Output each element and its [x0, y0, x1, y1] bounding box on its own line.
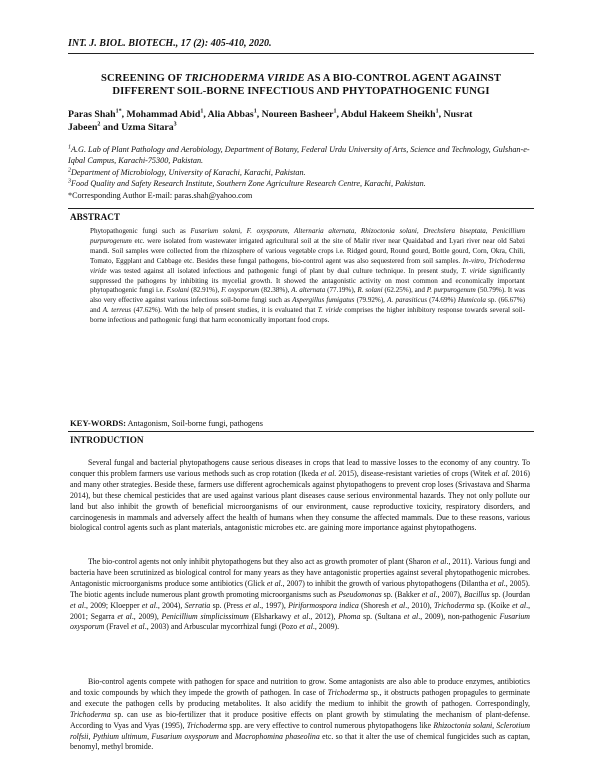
citation-etal: et al	[293, 611, 309, 621]
species-name: Pseudomonas	[338, 589, 382, 599]
author: Jabeen	[68, 122, 98, 133]
text-run: ,	[88, 731, 93, 741]
text-run: (74.69%)	[426, 296, 458, 305]
species-name: Trichoderma	[433, 600, 475, 610]
species-name: F. oxysporum	[221, 286, 260, 295]
text-run: comprises the higher inhibitory response towards several soil-borne infectious and pathogenic fungi that harm economically important food crops.	[90, 306, 525, 325]
citation-etal: et al	[70, 600, 85, 610]
text-run: sp., it obstructs pathogen propagules to germinate and execute the pathogen cells by producing metabolites. It also acidify the medium to inhibit the growth of pathogen. Correspondingly,	[70, 687, 530, 708]
text-run: sp. (Sultana	[360, 611, 404, 621]
species-name: Serratia	[184, 600, 211, 610]
affiliation-mark: 2	[68, 167, 71, 174]
text-run: was tested against all isolated infectious and pathogenic fungi of plant by dual culture technique. In present study,	[106, 266, 462, 275]
text-run: sp. can use as bio-fertilizer that it produce positive effects on plant growth by stimulating the mechanism of plant-defense. According to Vyas and Vyas (1995),	[70, 709, 530, 730]
text-run: The bio-control agents not only inhibit phytopathogens but they also act as growth promoter of plant (Sharon	[88, 557, 433, 566]
species-name: Pythium ultimum	[92, 731, 148, 741]
title-part: SCREENING OF	[100, 73, 185, 84]
affiliation-2	[68, 168, 534, 179]
affiliation-mark: 3	[68, 178, 71, 185]
species-name: R. solani	[357, 286, 383, 295]
species-name: F.solani	[166, 286, 189, 295]
text-run: Bio-control agents compete with pathogen for space and nutrition to grow. Some antagonists are also able to produce enzymes, antibiotics and toxic compounds by which they impede the growth of pathogen. In case of	[70, 677, 530, 697]
species-name: Trichoderma	[327, 687, 369, 697]
species-name: A. terreus	[102, 306, 132, 315]
species-name: Piriformospora indica	[288, 600, 359, 610]
text-run: ., 1997),	[259, 600, 289, 610]
species-name: Trichoderma	[70, 709, 111, 719]
author: and Uzma Sitara	[100, 122, 174, 133]
introduction-heading: INTRODUCTION	[70, 435, 144, 445]
affiliation-text: Department of Microbiology, University of Karachi, Karachi, Pakistan.	[71, 168, 306, 177]
author-mark: 1	[200, 108, 204, 115]
citation-etal: et al	[490, 578, 504, 588]
text-run: spp. are very effective to control numerous phytopathogens like	[227, 720, 434, 730]
species-name: Fusarium solani, F. oxysporum, Alternaria alternata, Rhizoctonia solani, Drechslera biseptata, Penicillium purpurogenum	[90, 227, 525, 245]
abstract-heading: ABSTRACT	[70, 212, 121, 222]
text-run: and	[218, 731, 235, 741]
citation-etal: et al.	[320, 468, 337, 478]
text-run: etc. were isolated from wastewater irrigated agricultural soil at the site of Malir river near Quaidabad and Lyari river near old Sabzi mandi. Soil samples were collected from the rhizosphere of various vegetable crops i.e. Ridged gourd, Round gourd, Bottle gourd, Corn, Okra, Chili, Tomato, Eggplant and Cabbage etc. Besides these fungal pathogens, bio-control agent was also sequestered from soil samples.	[90, 236, 525, 265]
title-species: TRICHODERMA VIRIDE	[184, 73, 305, 84]
citation-etal: et al	[245, 600, 260, 610]
text-run: (77.19%),	[325, 286, 358, 295]
species-name: Humicola	[457, 296, 486, 305]
species-name: Phoma	[338, 611, 361, 621]
citation-etal: et al	[421, 589, 436, 599]
text-run: ,	[484, 256, 489, 265]
text-run: sp. (Jourdan	[489, 589, 530, 599]
text-run: Phytopathogenic fungi such as	[90, 227, 191, 235]
term: In-vitro	[462, 256, 485, 265]
species-name: T. viride	[461, 266, 487, 275]
keywords-label: KEY-WORDS:	[70, 418, 127, 428]
species-name: Aspergillus fumigatus	[292, 296, 355, 305]
author-mark: 3	[173, 121, 177, 128]
citation-etal: et al.	[493, 468, 510, 478]
author: , Alia Abbas	[203, 109, 254, 120]
intro-paragraph-2	[70, 557, 530, 633]
text-run: (82.91%),	[189, 286, 222, 295]
text-run: ., 2009),	[131, 611, 162, 621]
text-run: (79.92%),	[354, 296, 388, 305]
citation-etal: et al	[391, 600, 406, 610]
species-name: Macrophomina phaseolina	[234, 731, 320, 741]
text-run: 2016) and many other strategies. Beside these, farmers use different agrochemicals against phytopathogens to prevent crop loses (Srivastava and Sharma 2014), but these chemical pesticides that are used against various plant diseases cause serious environmental hazards. They not only pollute our land but also inhibit the growth of beneficial microorganisms of our environment, cause reproductive toxicity, respiratory disorders, and carcinogenesis in mammals and adversely affect the health of humans when they consume the affected mammals. Due to these reasons, various biological control agents such as plant materials, antagonistic microbes etc. are gaining more importance against phytopathogens.	[70, 468, 530, 533]
journal-header: INT. J. BIOL. BIOTECH., 17 (2): 405-410, 2020.	[68, 38, 272, 49]
author-mark: 1	[253, 108, 257, 115]
species-name: Trichoderma viride	[90, 256, 525, 275]
intro-paragraph-3	[70, 677, 530, 753]
text-run: sp. (Press	[210, 600, 246, 610]
text-run: significantly suppressed the pathogens by inhibiting its mycelial growth. It showed the antagonistic activity on most common and economically important phytopathogenic fungi i.e.	[90, 266, 525, 295]
text-run: ., 2007),	[435, 589, 464, 599]
text-run: (62.25%), and	[382, 286, 427, 295]
text-run: (47.62%). With the help of present studies, it is evaluated that	[131, 306, 318, 315]
text-run: ., 2012),	[308, 611, 339, 621]
abstract-top-rule	[68, 208, 534, 209]
author: Paras Shah	[68, 109, 116, 120]
species-name: Fusarium oxysporum	[151, 731, 219, 741]
text-run: ., 2009), non-pathogenic	[418, 611, 500, 621]
author: , Noureen Basheer	[256, 109, 334, 120]
title-part: AS A BIO-CONTROL AGENT AGAINST	[304, 73, 502, 84]
citation-etal: et al	[403, 611, 419, 621]
affiliation-1	[68, 145, 534, 167]
corresponding-author: *Corresponding Author E-mail: paras.shah@yahoo.com	[68, 191, 253, 200]
author: , Mohammad Abid	[121, 109, 201, 120]
citation-etal: et al	[117, 611, 132, 621]
text-run: etc. so that it alter the use of chemical fungicides such as captan, benomyl, methyl bromide.	[70, 731, 530, 752]
text-run: sp. (66.67%) and	[90, 296, 525, 315]
abstract-text	[90, 227, 525, 326]
affiliation-mark: 1	[68, 144, 71, 151]
species-name: Rhizoctonia solani, Sclerotium rolfsii	[70, 720, 530, 741]
text-run: ., 2009; Kloepper	[84, 600, 142, 610]
species-name: A. alternata	[291, 286, 326, 295]
text-run: (82.38%),	[259, 286, 292, 295]
author-mark: 1	[435, 108, 439, 115]
title-line-2: DIFFERENT SOIL-BORNE INFECTIOUS AND PHYTOPATHOGENIC FUNGI	[112, 86, 490, 97]
text-run: ., 2009).	[312, 622, 340, 632]
citation-etal: et al	[266, 578, 281, 588]
affiliation-text: A.G. Lab of Plant Pathology and Aerobiology, Department of Botany, Federal Urdu University of Arts, Science and Technology, Gulshan-e-Iqbal Campus, Karachi-75300, Pakistan.	[68, 145, 530, 165]
species-name: Fusarium oxysporum	[70, 611, 530, 632]
text-run: (Fravel	[104, 622, 131, 632]
text-run: (Elsharkawy	[248, 611, 294, 621]
text-run: ., 2001; Segarra	[70, 600, 531, 621]
text-run: ., 2004),	[155, 600, 185, 610]
author-list	[68, 108, 534, 134]
text-run: ., 2003) and Arbuscular mycorrhizal fungi (Pozo	[144, 622, 300, 632]
text-run: 2015), disease-resistant varieties of crops (Witek	[336, 468, 494, 478]
text-run: ., 2010),	[405, 600, 434, 610]
intro-paragraph-1	[70, 458, 530, 534]
header-rule	[68, 53, 534, 54]
author-mark: 2	[97, 121, 101, 128]
affiliation-3	[68, 179, 534, 190]
text-run: Several fungal and bacterial phytopathogens cause serious diseases in crops that lead to massive losses to the economy of any country. To conquer this problem farmers use various methods such as crop rotation (Ikeda	[70, 458, 530, 478]
citation-etal: et al	[131, 622, 145, 632]
citation-etal: et al	[512, 600, 527, 610]
author-mark: 1	[333, 108, 337, 115]
text-run: (50.79%). It was also very effective against various infectious soil-borne fungi such as	[90, 286, 526, 305]
affiliation-text: Food Quality and Safety Research Institute, Southern Zone Agriculture Research Centre, Karachi, Pakistan.	[71, 179, 426, 188]
keywords	[70, 418, 263, 428]
citation-etal: et al	[299, 622, 313, 632]
text-run: sp. (Bakker	[381, 589, 422, 599]
citation-etal: et al	[432, 557, 447, 566]
species-name: A. parasiticus	[387, 296, 427, 305]
author: , Nusrat	[438, 109, 473, 120]
text-run: ., 2005). The biotic agents include numerous plant growth promoting microorganisms such as	[70, 578, 530, 599]
author: , Abdul Hakeem Sheikh	[336, 109, 436, 120]
species-name: Bacillus	[463, 589, 490, 599]
paper-title	[68, 72, 534, 98]
species-name: Penicillium simplicissimum	[161, 611, 249, 621]
text-run: ,	[147, 731, 152, 741]
keywords-list: Antagonism, Soil-borne fungi, pathogens	[126, 419, 263, 428]
author-mark: 1*	[115, 108, 122, 115]
species-name: Trichoderma	[186, 720, 228, 730]
species-name: P. purpurogenum	[426, 286, 476, 295]
text-run: ., 2007) to inhibit the growth of various phytopathogens (Dilantha	[280, 578, 491, 588]
species-name: T. viride	[317, 306, 342, 315]
citation-etal: et al	[141, 600, 156, 610]
keywords-rule	[68, 431, 534, 432]
text-run: sp. (Koike	[474, 600, 513, 610]
text-run: (Shoresh	[358, 600, 392, 610]
text-run: ., 2011). Various fungi and bacteria have been scrutinized as biological control for many years as they have antagonistic properties against several phytopathogenic microbes. Antagonistic microorganisms produce some antibiotics (Glick	[70, 557, 530, 588]
